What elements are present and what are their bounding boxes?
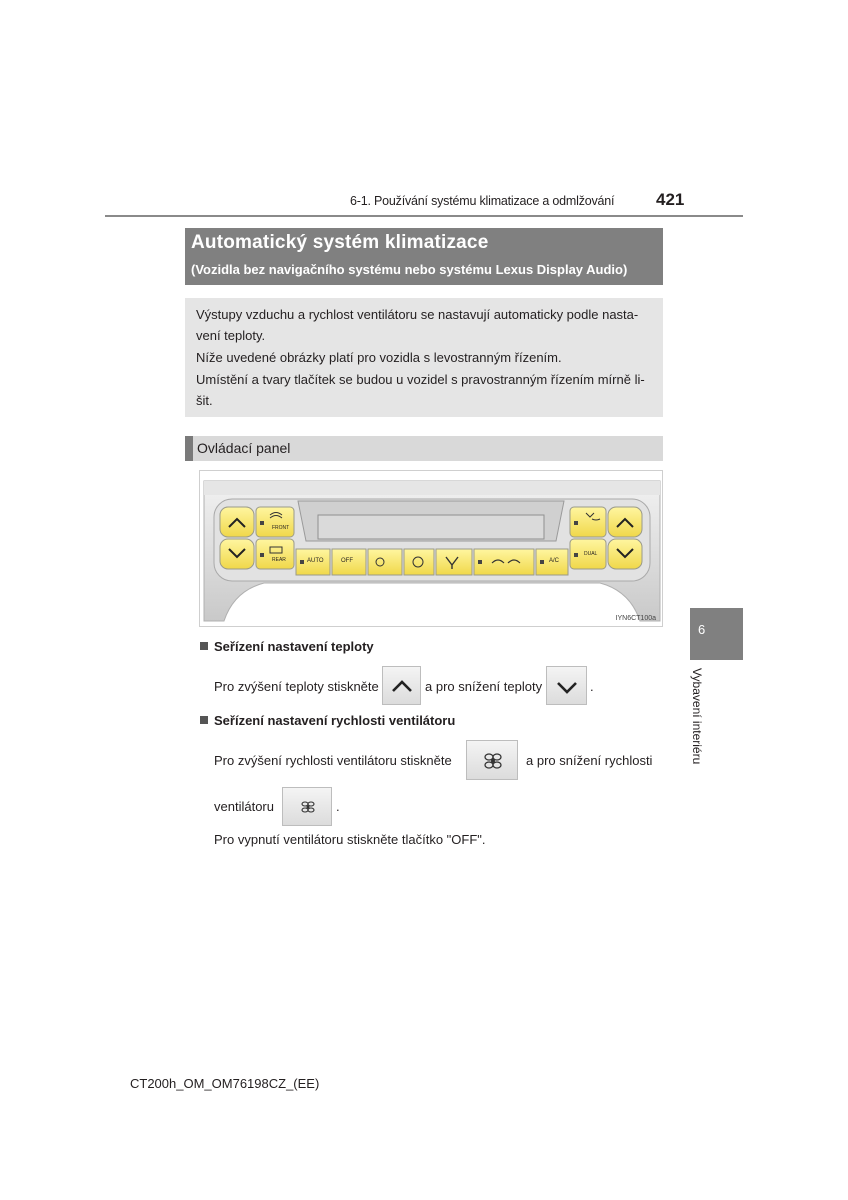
bullet-square bbox=[200, 716, 208, 724]
temperature-up-button bbox=[382, 666, 421, 705]
image-code: IYN6CT100a bbox=[615, 615, 656, 622]
fan-up-button bbox=[466, 740, 518, 780]
fan-line1-after: a pro snížení rychlosti bbox=[526, 753, 653, 768]
fan-line2-before: ventilátoru bbox=[214, 799, 274, 814]
section-header bbox=[185, 436, 663, 461]
dual-button-label: DUAL bbox=[584, 551, 598, 557]
temperature-text-end: . bbox=[590, 679, 594, 694]
chapter-tab bbox=[690, 608, 743, 660]
page-title: Automatický systém klimatizace bbox=[191, 232, 489, 253]
chapter-number: 6 bbox=[698, 622, 706, 637]
rear-defrost-label: REAR bbox=[272, 557, 286, 563]
page-number: 421 bbox=[656, 190, 685, 209]
section-title: Ovládací panel bbox=[197, 440, 291, 456]
note-line: Níže uvedené obrázky platí pro vozidla s levostranným řízením. bbox=[196, 350, 562, 365]
chapter-label-text: Vybavení interiéru bbox=[690, 668, 704, 765]
note-box bbox=[185, 298, 663, 417]
front-defrost-label: FRONT bbox=[272, 525, 290, 531]
control-panel-illustration bbox=[199, 470, 663, 627]
auto-button-label: AUTO bbox=[307, 558, 324, 564]
fan-heading bbox=[200, 713, 455, 728]
fan-line1-before: Pro zvýšení rychlosti ventilátoru stiskněte bbox=[214, 753, 452, 768]
chapter-label bbox=[690, 668, 716, 778]
section-header-bar bbox=[185, 436, 193, 461]
chevron-up-icon bbox=[393, 682, 411, 691]
fan-large-icon bbox=[467, 741, 519, 781]
title-box bbox=[185, 228, 663, 285]
chevron-down-icon bbox=[558, 683, 576, 692]
bullet-square bbox=[200, 642, 208, 650]
temperature-heading-text: Seřízení nastavení teploty bbox=[214, 639, 374, 654]
temperature-heading bbox=[200, 639, 374, 654]
fan-heading-text: Seřízení nastavení rychlosti ventilátoru bbox=[214, 713, 456, 728]
footer-code: CT200h_OM_OM76198CZ_(EE) bbox=[130, 1076, 320, 1091]
ac-button-label: A/C bbox=[549, 558, 560, 564]
fan-line2-end: . bbox=[336, 799, 340, 814]
fan-small-icon bbox=[283, 788, 333, 827]
running-header-section: 6-1. Používání systému klimatizace a odmlžování bbox=[350, 194, 615, 208]
temperature-down-button bbox=[546, 666, 587, 705]
fan-off-text: Pro vypnutí ventilátoru stiskněte tlačítko "OFF". bbox=[214, 832, 486, 847]
off-button-label: OFF bbox=[341, 558, 353, 564]
temperature-text-middle: a pro snížení teploty bbox=[425, 679, 543, 694]
fan-down-button bbox=[282, 787, 332, 826]
note-line: šit. bbox=[196, 393, 213, 408]
page-subtitle: (Vozidla bez navigačního systému nebo systému Lexus Display Audio) bbox=[191, 262, 628, 277]
header-rule bbox=[105, 215, 743, 217]
note-line: Výstupy vzduchu a rychlost ventilátoru se nastavují automaticky podle nasta- bbox=[196, 307, 639, 322]
note-line: Umístění a tvary tlačítek se budou u vozidel s pravostranným řízením mírně li- bbox=[196, 372, 645, 387]
temperature-text-before: Pro zvýšení teploty stiskněte bbox=[214, 679, 379, 694]
note-line: vení teploty. bbox=[196, 328, 266, 343]
